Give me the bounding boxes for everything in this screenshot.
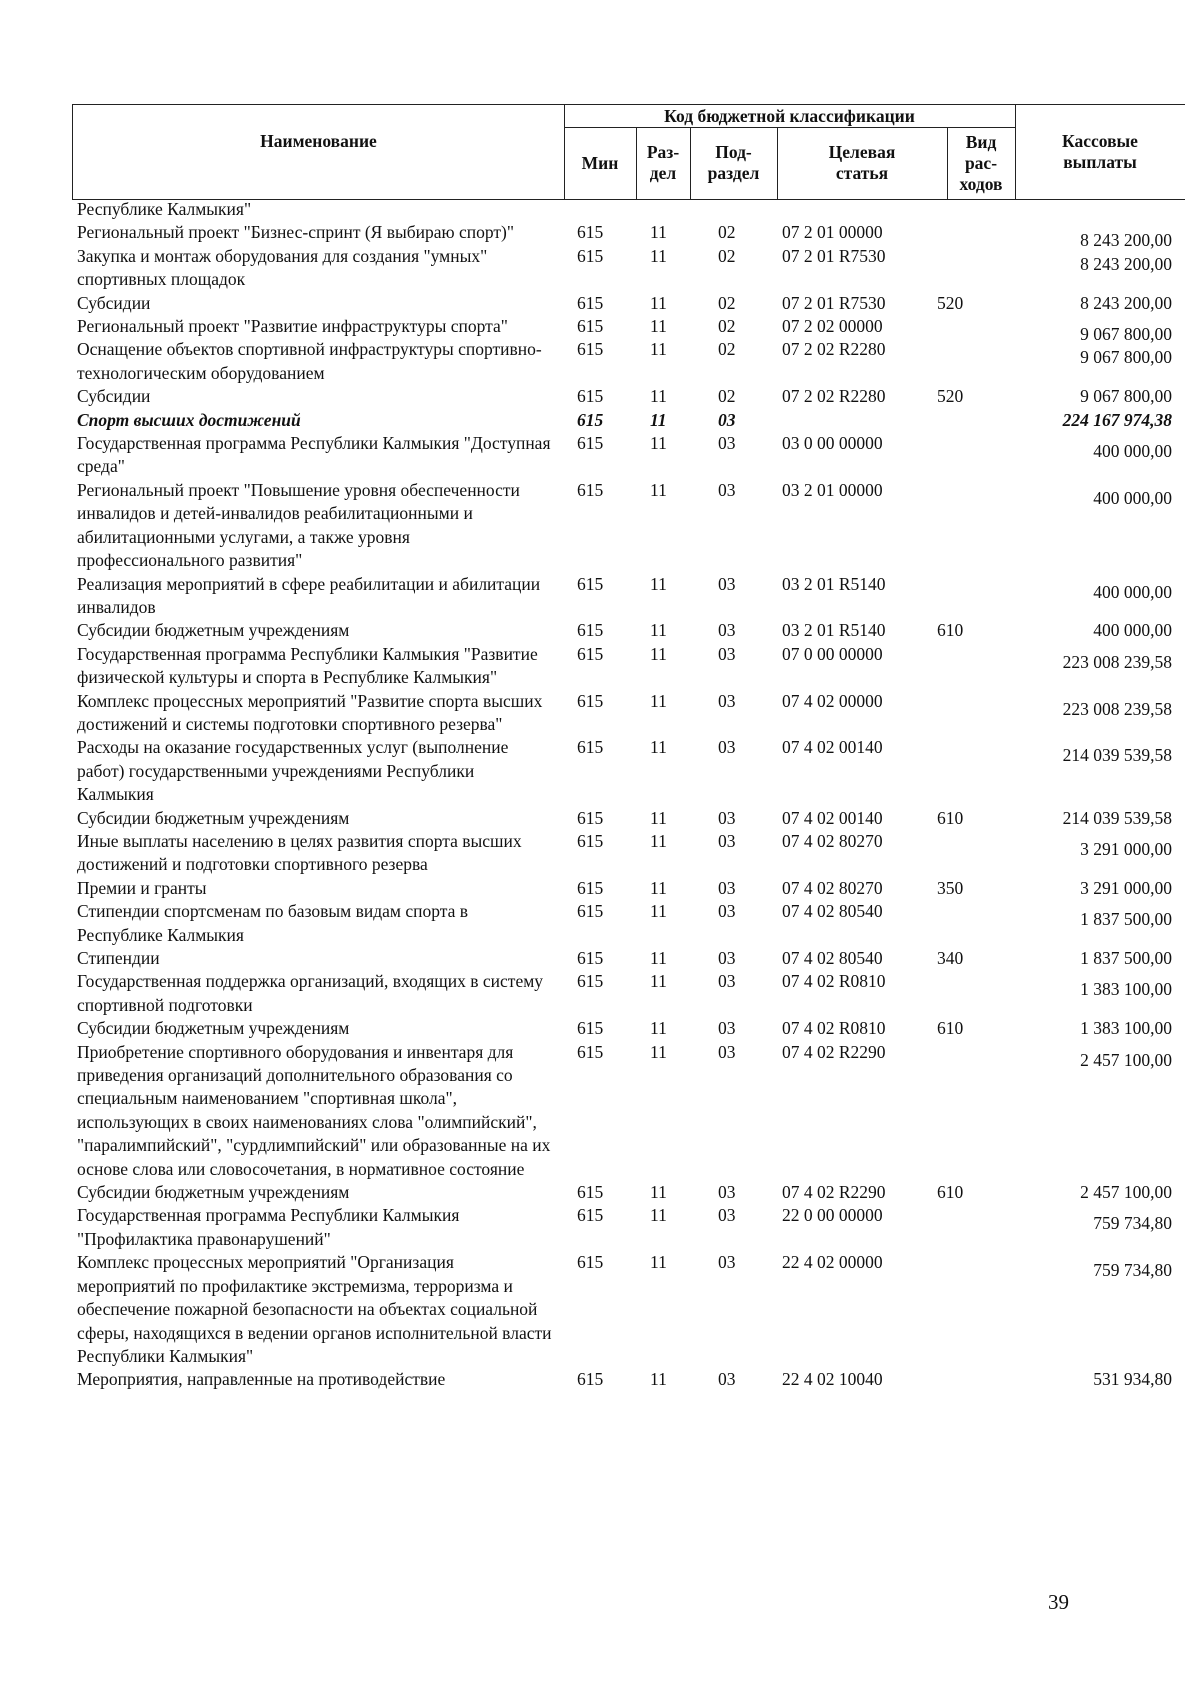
- header-expense-type: Вид рас- ходов: [959, 131, 1003, 194]
- row-amount: 759 734,80: [1093, 1213, 1172, 1234]
- row-min: 615: [577, 1182, 604, 1203]
- row-amount: 223 008 239,58: [1062, 698, 1172, 719]
- table-row: [0, 1017, 1200, 1040]
- table-row: [0, 1368, 1200, 1391]
- row-expense-type: 610: [937, 620, 964, 641]
- header-budget-code: Код бюджетной классификации: [664, 105, 915, 126]
- table-row: [0, 221, 1200, 251]
- row-min: 615: [577, 901, 604, 922]
- row-expense-type: 350: [937, 877, 964, 898]
- row-min: 615: [577, 1369, 604, 1390]
- row-target-article: 07 4 02 80540: [782, 948, 883, 968]
- row-amount: 8 243 200,00: [1080, 230, 1172, 251]
- row-name: Субсидии бюджетным учреждениям: [77, 1182, 350, 1203]
- row-podrazdel: 03: [718, 830, 736, 851]
- row-podrazdel: 03: [718, 573, 736, 594]
- row-name: Премии и гранты: [77, 877, 207, 898]
- row-amount: 9 067 800,00: [1080, 347, 1172, 368]
- table-row: [0, 1204, 1200, 1251]
- row-name: Республике Калмыкия": [77, 199, 252, 219]
- row-expense-type: 340: [937, 948, 964, 968]
- table-row: [0, 1251, 1200, 1368]
- row-razdel: 11: [650, 433, 667, 454]
- row-razdel: 11: [650, 316, 667, 337]
- row-min: 615: [577, 1041, 604, 1062]
- row-amount: 400 000,00: [1093, 487, 1172, 508]
- row-min: 615: [577, 737, 604, 758]
- table-row: [0, 385, 1200, 408]
- row-podrazdel: 03: [718, 1205, 736, 1226]
- row-target-article: 07 2 02 00000: [782, 316, 883, 337]
- row-name: Закупка и монтаж оборудования для создания "умных" спортивных площадок: [77, 245, 488, 290]
- row-min: 615: [577, 245, 604, 266]
- row-amount: 1 383 100,00: [1080, 1018, 1172, 1039]
- row-podrazdel: 03: [718, 1018, 736, 1039]
- row-target-article: 07 4 02 80540: [782, 901, 883, 922]
- row-amount: 3 291 000,00: [1080, 838, 1172, 859]
- row-name: Региональный проект "Развитие инфраструктуры спорта": [77, 316, 508, 337]
- row-expense-type: 520: [937, 292, 964, 313]
- row-podrazdel: 02: [718, 316, 736, 337]
- row-min: 615: [577, 409, 604, 430]
- row-name: Субсидии бюджетным учреждениям: [77, 620, 350, 641]
- row-amount: 1 383 100,00: [1080, 979, 1172, 1000]
- row-amount: 224 167 974,38: [1062, 409, 1172, 430]
- row-target-article: 07 4 02 R0810: [782, 971, 886, 992]
- row-target-article: 07 4 02 R2290: [782, 1041, 886, 1062]
- row-min: 615: [577, 830, 604, 851]
- row-podrazdel: 03: [718, 433, 736, 454]
- row-razdel: 11: [650, 409, 667, 430]
- row-min: 615: [577, 1205, 604, 1226]
- row-razdel: 11: [650, 339, 667, 360]
- row-name: Государственная поддержка организаций, входящих в систему спортивной подготовки: [77, 971, 544, 1015]
- row-expense-type: 610: [937, 1018, 964, 1039]
- row-min: 615: [577, 386, 604, 407]
- row-target-article: 07 0 00 00000: [782, 643, 883, 664]
- row-amount: 9 067 800,00: [1080, 386, 1172, 407]
- table-row: [0, 479, 1200, 573]
- row-podrazdel: 02: [718, 245, 736, 266]
- row-name: Реализация мероприятий в сфере реабилитации и абилитации инвалидов: [77, 573, 541, 617]
- header-razdel: Раз- дел: [646, 142, 680, 183]
- row-target-article: 03 2 01 R5140: [782, 620, 886, 641]
- page-number: 39: [1048, 1590, 1069, 1614]
- row-target-article: 07 4 02 80270: [782, 877, 883, 898]
- row-razdel: 11: [650, 1205, 667, 1226]
- row-target-article: 07 2 01 R7530: [782, 245, 886, 266]
- row-min: 615: [577, 971, 604, 992]
- row-razdel: 11: [650, 643, 667, 664]
- row-name: Мероприятия, направленные на противодействие: [77, 1369, 446, 1390]
- row-target-article: 07 4 02 00140: [782, 737, 883, 758]
- row-expense-type: 520: [937, 386, 964, 407]
- row-min: 615: [577, 948, 604, 968]
- row-razdel: 11: [650, 877, 667, 898]
- row-min: 615: [577, 433, 604, 454]
- row-podrazdel: 02: [718, 222, 736, 243]
- row-min: 615: [577, 1018, 604, 1039]
- row-target-article: 07 4 02 00000: [782, 690, 883, 711]
- table-row: [0, 619, 1200, 642]
- row-amount: 214 039 539,58: [1062, 807, 1172, 828]
- table-row: [0, 573, 1200, 620]
- row-name: Стипендии спортсменам по базовым видам спорта в Республике Калмыкия: [77, 901, 469, 945]
- row-name: Стипендии: [77, 948, 160, 968]
- table-row: [0, 338, 1200, 385]
- row-podrazdel: 03: [718, 877, 736, 898]
- row-target-article: 22 4 02 10040: [782, 1369, 883, 1390]
- row-min: 615: [577, 643, 604, 664]
- row-amount: 1 837 500,00: [1080, 909, 1172, 930]
- row-name: Субсидии бюджетным учреждениям: [77, 1018, 350, 1039]
- row-name: Расходы на оказание государственных услуг (выполнение работ) государственными учреждениями Республики Калмыкия: [77, 737, 509, 805]
- row-min: 615: [577, 1252, 604, 1273]
- row-name: Приобретение спортивного оборудования и инвентаря для приведения организаций дополнительного образования со специальным наименованием "спортивная школа", использующих в своих наименованиях слова "олимпийский", "паралимпийский", "сурдлимпийский" или образованные на их основе слова или словосочетания, в нормативное состояние: [77, 1041, 551, 1179]
- table-row: [0, 970, 1200, 1017]
- row-min: 615: [577, 479, 604, 500]
- row-name: Субсидии бюджетным учреждениям: [77, 807, 350, 828]
- row-name: Субсидии: [77, 292, 151, 313]
- table-row: [0, 1181, 1200, 1204]
- table-row: [0, 245, 1200, 292]
- row-amount: 759 734,80: [1093, 1260, 1172, 1281]
- row-name: Оснащение объектов спортивной инфраструктуры спортивно-технологическим оборудованием: [77, 339, 542, 383]
- table-row: [0, 198, 1200, 221]
- row-podrazdel: 03: [718, 1252, 736, 1273]
- table-row: [0, 643, 1200, 690]
- row-amount: 8 243 200,00: [1080, 292, 1172, 313]
- row-razdel: 11: [650, 1041, 667, 1062]
- table-row: [0, 830, 1200, 877]
- row-razdel: 11: [650, 245, 667, 266]
- row-amount: 1 837 500,00: [1080, 948, 1172, 968]
- row-razdel: 11: [650, 690, 667, 711]
- row-podrazdel: 03: [718, 643, 736, 664]
- row-target-article: 03 2 01 R5140: [782, 573, 886, 594]
- table-row: [0, 292, 1200, 315]
- row-razdel: 11: [650, 1182, 667, 1203]
- row-podrazdel: 03: [718, 901, 736, 922]
- row-target-article: 07 4 02 R2290: [782, 1182, 886, 1203]
- row-target-article: 03 0 00 00000: [782, 433, 883, 454]
- table-row: [0, 736, 1200, 806]
- row-min: 615: [577, 573, 604, 594]
- row-podrazdel: 03: [718, 1369, 736, 1390]
- row-razdel: 11: [650, 948, 667, 968]
- row-target-article: 22 0 00 00000: [782, 1205, 883, 1226]
- row-podrazdel: 03: [718, 1182, 736, 1203]
- row-razdel: 11: [650, 737, 667, 758]
- row-amount: 9 067 800,00: [1080, 324, 1172, 345]
- row-target-article: 03 2 01 00000: [782, 479, 883, 500]
- header-cash-payments: Кассовые выплаты: [1062, 131, 1138, 172]
- row-name: Государственная программа Республики Калмыкия "Развитие физической культуры и спорта в Республике Калмыкия": [77, 643, 538, 688]
- row-name: Спорт высших достижений: [77, 409, 301, 430]
- row-podrazdel: 02: [718, 292, 736, 313]
- row-name: Региональный проект "Повышение уровня обеспеченности инвалидов и детей-инвалидов реабилитационными и абилитационными услугами, а также уровня профессионального развития": [77, 479, 520, 571]
- row-amount: 531 934,80: [1093, 1369, 1172, 1390]
- table-row: [0, 900, 1200, 947]
- table-row: [0, 947, 1200, 970]
- row-expense-type: 610: [937, 1182, 964, 1203]
- row-podrazdel: 03: [718, 737, 736, 758]
- row-min: 615: [577, 222, 604, 243]
- row-razdel: 11: [650, 971, 667, 992]
- row-razdel: 11: [650, 1018, 667, 1039]
- row-min: 615: [577, 339, 604, 360]
- row-razdel: 11: [650, 573, 667, 594]
- row-name: Региональный проект "Бизнес-спринт (Я выбираю спорт)": [77, 222, 514, 243]
- row-razdel: 11: [650, 1369, 667, 1390]
- row-name: Комплекс процессных мероприятий "Организация мероприятий по профилактике экстремизма, терроризма и обеспечение пожарной безопасности на объектах социальной сферы, находящихся в ведении органов исполнительной власти Республики Калмыкия": [77, 1252, 552, 1366]
- row-podrazdel: 03: [718, 948, 736, 968]
- row-razdel: 11: [650, 1252, 667, 1273]
- row-target-article: 07 4 02 R0810: [782, 1018, 886, 1039]
- row-expense-type: 610: [937, 807, 964, 828]
- row-podrazdel: 03: [718, 409, 736, 430]
- row-min: 615: [577, 316, 604, 337]
- row-amount: 8 243 200,00: [1080, 253, 1172, 274]
- row-target-article: 07 2 02 R2280: [782, 386, 886, 407]
- row-podrazdel: 03: [718, 971, 736, 992]
- row-podrazdel: 03: [718, 479, 736, 500]
- table-row: [0, 1041, 1200, 1181]
- row-target-article: 22 4 02 00000: [782, 1252, 883, 1273]
- row-amount: 3 291 000,00: [1080, 877, 1172, 898]
- table-row: [0, 877, 1200, 900]
- row-amount: 400 000,00: [1093, 441, 1172, 462]
- row-amount: 223 008 239,58: [1062, 651, 1172, 672]
- row-razdel: 11: [650, 620, 667, 641]
- row-name: Субсидии: [77, 386, 151, 407]
- row-name: Государственная программа Республики Калмыкия "Доступная среда": [77, 433, 551, 477]
- row-min: 615: [577, 877, 604, 898]
- row-name: Государственная программа Республики Калмыкия "Профилактика правонарушений": [77, 1205, 460, 1249]
- table-row: [0, 432, 1200, 479]
- row-razdel: 11: [650, 901, 667, 922]
- row-target-article: 07 2 01 00000: [782, 222, 883, 243]
- table-row: [0, 807, 1200, 830]
- header-min: Мин: [581, 152, 619, 173]
- row-razdel: 11: [650, 386, 667, 407]
- row-min: 615: [577, 690, 604, 711]
- row-target-article: 07 2 02 R2280: [782, 339, 886, 360]
- row-min: 615: [577, 807, 604, 828]
- row-podrazdel: 02: [718, 386, 736, 407]
- row-podrazdel: 03: [718, 807, 736, 828]
- row-amount: 400 000,00: [1093, 581, 1172, 602]
- row-podrazdel: 03: [718, 620, 736, 641]
- row-name: Иные выплаты населению в целях развития спорта высших достижений и подготовки спортивного резерва: [77, 830, 522, 875]
- row-min: 615: [577, 292, 604, 313]
- table-header: [72, 104, 1185, 200]
- table-row: [0, 409, 1200, 432]
- row-min: 615: [577, 620, 604, 641]
- row-amount: 2 457 100,00: [1080, 1182, 1172, 1203]
- row-razdel: 11: [650, 479, 667, 500]
- table-body: [0, 198, 1200, 1392]
- row-name: Комплекс процессных мероприятий "Развитие спорта высших достижений и системы подготовки спортивного резерва": [77, 690, 543, 734]
- header-target-article: Целевая статья: [828, 142, 896, 183]
- row-razdel: 11: [650, 807, 667, 828]
- row-amount: 214 039 539,58: [1062, 745, 1172, 766]
- row-razdel: 11: [650, 292, 667, 313]
- row-amount: 2 457 100,00: [1080, 1049, 1172, 1070]
- row-amount: 400 000,00: [1093, 620, 1172, 641]
- header-name: Наименование: [260, 130, 377, 151]
- row-target-article: 07 4 02 00140: [782, 807, 883, 828]
- row-podrazdel: 03: [718, 690, 736, 711]
- row-razdel: 11: [650, 830, 667, 851]
- table-row: [0, 315, 1200, 345]
- table-row: [0, 690, 1200, 737]
- row-podrazdel: 02: [718, 339, 736, 360]
- row-target-article: 07 4 02 80270: [782, 830, 883, 851]
- row-target-article: 07 2 01 R7530: [782, 292, 886, 313]
- row-razdel: 11: [650, 222, 667, 243]
- header-podrazdel: Под- раздел: [707, 142, 760, 183]
- row-podrazdel: 03: [718, 1041, 736, 1062]
